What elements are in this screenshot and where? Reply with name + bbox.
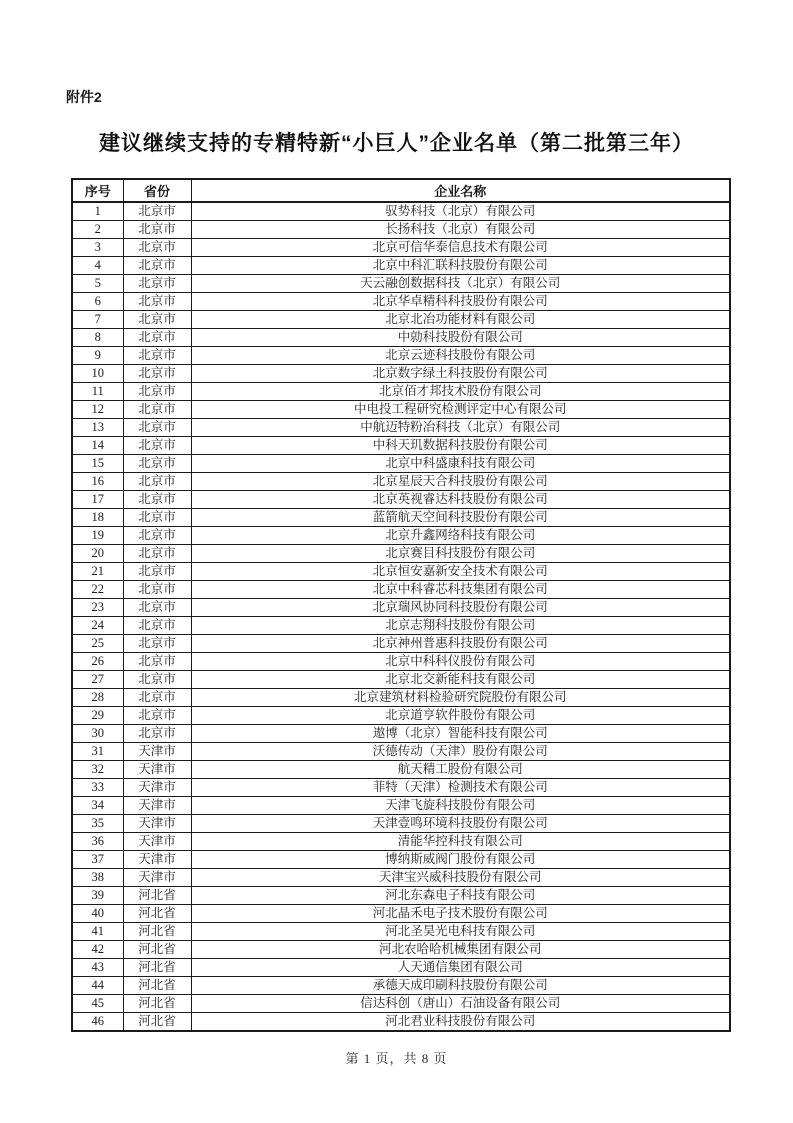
row-number-cell: 34 [72,797,123,815]
row-number-cell: 32 [72,761,123,779]
company-name-cell: 北京恒安嘉新安全技术有限公司 [191,563,730,581]
company-name-cell: 清能华控科技有限公司 [191,833,730,851]
row-number-cell: 5 [72,275,123,293]
table-row [72,743,730,761]
row-number-cell: 25 [72,635,123,653]
table-row [72,383,730,401]
province-cell: 北京市 [123,617,191,635]
province-cell: 北京市 [123,455,191,473]
row-number-cell: 36 [72,833,123,851]
province-cell: 北京市 [123,239,191,257]
table-row [72,347,730,365]
company-table [71,178,731,1032]
row-number-cell: 22 [72,581,123,599]
company-name-cell: 中科天玑数据科技股份有限公司 [191,437,730,455]
company-name-cell: 承德天成印刷科技股份有限公司 [191,977,730,995]
row-number-cell: 42 [72,941,123,959]
company-name-cell: 北京佰才邦技术股份有限公司 [191,383,730,401]
company-name-cell: 北京英视睿达科技股份有限公司 [191,491,730,509]
province-cell: 北京市 [123,635,191,653]
province-cell: 北京市 [123,671,191,689]
row-number-cell: 33 [72,779,123,797]
table-row [72,437,730,455]
row-number-cell: 12 [72,401,123,419]
table-row [72,671,730,689]
company-name-cell: 河北君业科技股份有限公司 [191,1013,730,1032]
row-number-cell: 3 [72,239,123,257]
table-row [72,1013,730,1032]
table-row [72,401,730,419]
row-number-cell: 18 [72,509,123,527]
province-cell: 北京市 [123,383,191,401]
company-name-cell: 长扬科技（北京）有限公司 [191,221,730,239]
company-name-cell: 人天通信集团有限公司 [191,959,730,977]
province-cell: 北京市 [123,401,191,419]
province-cell: 北京市 [123,419,191,437]
table-row [72,725,730,743]
province-cell: 北京市 [123,202,191,221]
table-row [72,527,730,545]
province-cell: 河北省 [123,923,191,941]
row-number-cell: 29 [72,707,123,725]
company-name-cell: 北京中科盛康科技有限公司 [191,455,730,473]
company-name-cell: 北京数字绿土科技股份有限公司 [191,365,730,383]
table-row [72,239,730,257]
row-number-cell: 46 [72,1013,123,1032]
company-name-cell: 信达科创（唐山）石油设备有限公司 [191,995,730,1013]
table-row [72,959,730,977]
row-number-cell: 19 [72,527,123,545]
province-cell: 北京市 [123,725,191,743]
row-number-cell: 21 [72,563,123,581]
row-number-cell: 13 [72,419,123,437]
province-cell: 天津市 [123,779,191,797]
table-row [72,779,730,797]
table-row [72,221,730,239]
province-cell: 北京市 [123,491,191,509]
table-row [72,509,730,527]
table-row [72,365,730,383]
province-cell: 河北省 [123,995,191,1013]
company-name-cell: 北京志翔科技股份有限公司 [191,617,730,635]
province-cell: 河北省 [123,887,191,905]
row-number-cell: 14 [72,437,123,455]
table-row [72,311,730,329]
row-number-cell: 27 [72,671,123,689]
row-number-cell: 6 [72,293,123,311]
company-name-cell: 天云融创数据科技（北京）有限公司 [191,275,730,293]
row-number-cell: 17 [72,491,123,509]
company-name-cell: 北京中科睿芯科技集团有限公司 [191,581,730,599]
company-name-cell: 博纳斯威阀门股份有限公司 [191,851,730,869]
company-name-cell: 沃德传动（天津）股份有限公司 [191,743,730,761]
company-name-cell: 遨博（北京）智能科技有限公司 [191,725,730,743]
province-cell: 北京市 [123,221,191,239]
row-number-cell: 26 [72,653,123,671]
row-number-cell: 44 [72,977,123,995]
row-number-cell: 11 [72,383,123,401]
company-name-cell: 菲特（天津）检测技术有限公司 [191,779,730,797]
table-row [72,257,730,275]
row-number-cell: 41 [72,923,123,941]
company-name-cell: 中航迈特粉冶科技（北京）有限公司 [191,419,730,437]
table-row [72,653,730,671]
company-name-cell: 航天精工股份有限公司 [191,761,730,779]
row-number-cell: 2 [72,221,123,239]
page-number: 第 1 页，共 8 页 [345,1051,448,1066]
row-number-cell: 37 [72,851,123,869]
table-row [72,455,730,473]
table-row [72,329,730,347]
table-row [72,797,730,815]
province-cell: 北京市 [123,563,191,581]
table-row [72,905,730,923]
table-row [72,761,730,779]
attachment-label: 附件2 [66,89,102,105]
row-number-cell: 1 [72,202,123,221]
company-name-cell: 北京可信华泰信息技术有限公司 [191,239,730,257]
table-row [72,581,730,599]
page-title: 建议继续支持的专精特新“小巨人”企业名单（第二批第三年） [99,132,694,155]
company-name-cell: 河北东森电子科技有限公司 [191,887,730,905]
province-cell: 天津市 [123,761,191,779]
province-cell: 河北省 [123,1013,191,1032]
table-row [72,419,730,437]
company-name-cell: 北京道亨软件股份有限公司 [191,707,730,725]
row-number-cell: 39 [72,887,123,905]
row-number-cell: 35 [72,815,123,833]
company-name-cell: 河北农哈哈机械集团有限公司 [191,941,730,959]
company-name-cell: 河北晶禾电子技术股份有限公司 [191,905,730,923]
province-cell: 天津市 [123,743,191,761]
table-row [72,202,730,221]
company-name-cell: 天津宝兴威科技股份有限公司 [191,869,730,887]
company-name-cell: 蓝箭航天空间科技股份有限公司 [191,509,730,527]
company-name-cell: 北京中科汇联科技股份有限公司 [191,257,730,275]
province-cell: 北京市 [123,293,191,311]
table-row [72,869,730,887]
row-number-cell: 7 [72,311,123,329]
province-cell: 天津市 [123,869,191,887]
row-number-cell: 43 [72,959,123,977]
row-number-cell: 20 [72,545,123,563]
company-name-cell: 北京华卓精科科技股份有限公司 [191,293,730,311]
province-cell: 河北省 [123,941,191,959]
table-row [72,689,730,707]
table-row [72,815,730,833]
province-cell: 北京市 [123,545,191,563]
province-cell: 北京市 [123,311,191,329]
table-row [72,473,730,491]
company-name-cell: 北京神州普惠科技股份有限公司 [191,635,730,653]
province-cell: 天津市 [123,815,191,833]
row-number-cell: 38 [72,869,123,887]
company-name-cell: 北京星辰天合科技股份有限公司 [191,473,730,491]
province-cell: 北京市 [123,527,191,545]
table-row [72,941,730,959]
row-number-cell: 28 [72,689,123,707]
company-name-cell: 北京北冶功能材料有限公司 [191,311,730,329]
table-row [72,887,730,905]
row-number-cell: 15 [72,455,123,473]
row-number-cell: 45 [72,995,123,1013]
table-row [72,977,730,995]
company-name-cell: 中电投工程研究检测评定中心有限公司 [191,401,730,419]
row-number-cell: 40 [72,905,123,923]
province-cell: 北京市 [123,581,191,599]
company-name-cell: 北京中科科仪股份有限公司 [191,653,730,671]
province-cell: 北京市 [123,509,191,527]
company-name-cell: 北京建筑材料检验研究院股份有限公司 [191,689,730,707]
row-number-cell: 24 [72,617,123,635]
province-cell: 北京市 [123,599,191,617]
province-cell: 天津市 [123,833,191,851]
company-name-cell: 北京升鑫网络科技有限公司 [191,527,730,545]
row-number-cell: 10 [72,365,123,383]
province-cell: 北京市 [123,329,191,347]
province-cell: 北京市 [123,275,191,293]
province-cell: 北京市 [123,653,191,671]
company-name-cell: 天津飞旋科技股份有限公司 [191,797,730,815]
province-cell: 北京市 [123,689,191,707]
table-row [72,599,730,617]
company-name-cell: 河北圣昊光电科技有限公司 [191,923,730,941]
province-cell: 天津市 [123,851,191,869]
company-name-cell: 北京瑞风协同科技股份有限公司 [191,599,730,617]
province-cell: 北京市 [123,473,191,491]
company-name-cell: 北京赛目科技股份有限公司 [191,545,730,563]
column-header-company: 企业名称 [191,179,730,202]
table-row [72,275,730,293]
table-row [72,635,730,653]
table-row [72,563,730,581]
province-cell: 北京市 [123,257,191,275]
province-cell: 河北省 [123,977,191,995]
province-cell: 河北省 [123,905,191,923]
table-row [72,923,730,941]
row-number-cell: 31 [72,743,123,761]
province-cell: 北京市 [123,347,191,365]
province-cell: 河北省 [123,959,191,977]
table-row [72,995,730,1013]
province-cell: 北京市 [123,707,191,725]
table-row [72,851,730,869]
table-body [72,202,730,1031]
company-name-cell: 驭势科技（北京）有限公司 [191,202,730,221]
province-cell: 北京市 [123,437,191,455]
table-row [72,545,730,563]
row-number-cell: 4 [72,257,123,275]
table-row [72,707,730,725]
company-name-cell: 天津壹鸣环境科技股份有限公司 [191,815,730,833]
row-number-cell: 8 [72,329,123,347]
table-row [72,833,730,851]
province-cell: 北京市 [123,365,191,383]
table-header-row [72,179,730,202]
table-row [72,491,730,509]
province-cell: 天津市 [123,797,191,815]
company-name-cell: 北京云迹科技股份有限公司 [191,347,730,365]
row-number-cell: 9 [72,347,123,365]
column-header-number: 序号 [72,179,123,202]
table-row [72,293,730,311]
company-name-cell: 中勍科技股份有限公司 [191,329,730,347]
row-number-cell: 16 [72,473,123,491]
column-header-province: 省份 [123,179,191,202]
row-number-cell: 23 [72,599,123,617]
company-name-cell: 北京北交新能科技有限公司 [191,671,730,689]
row-number-cell: 30 [72,725,123,743]
table-row [72,617,730,635]
